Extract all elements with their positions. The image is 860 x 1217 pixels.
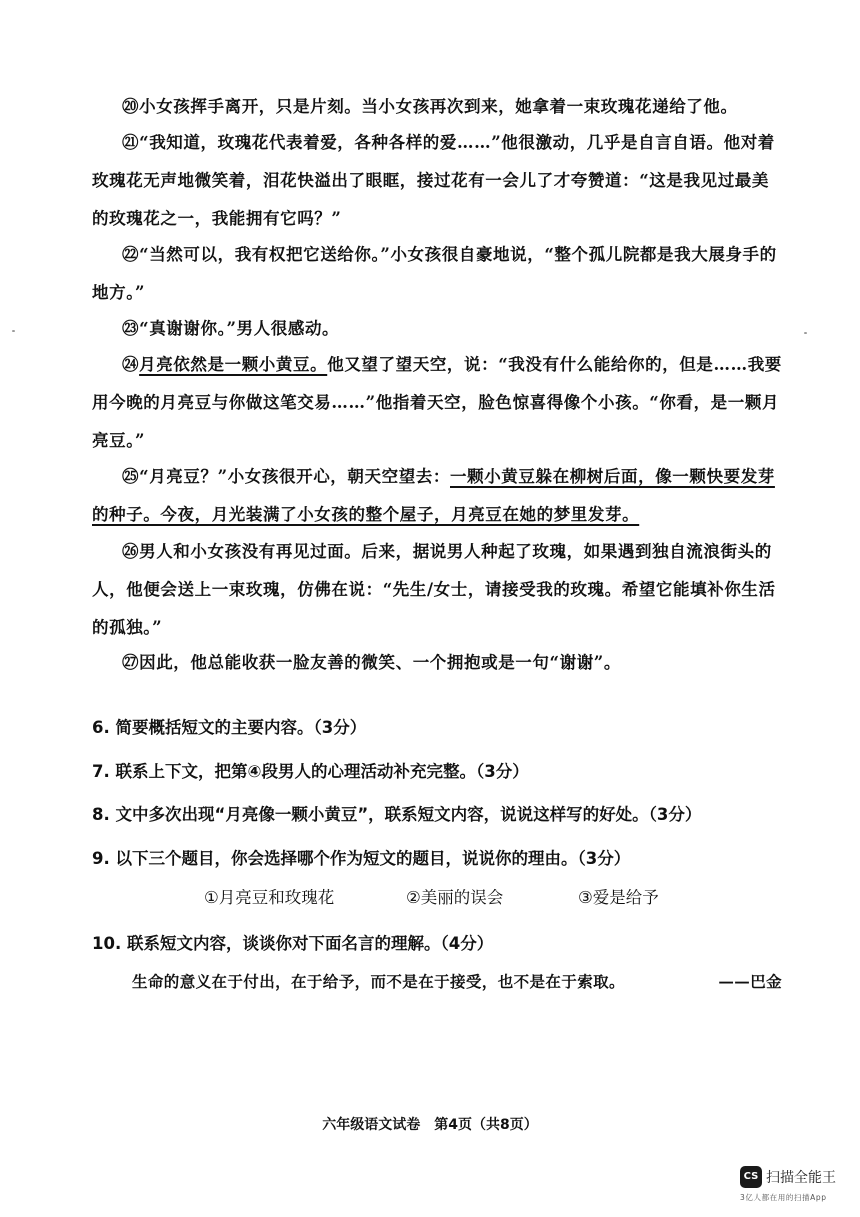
paragraph-text: 男人和小女孩没有再见过面。后来，据说男人种起了玫瑰，如果遇到独自流浪街头的人，他便会送上一束玫瑰，仿佛在说：“先生/女士，请接受我的玫瑰。希望它能填补你生活的孤独。” bbox=[92, 542, 776, 637]
famous-quote bbox=[132, 970, 782, 992]
option-2: ②美丽的误会 bbox=[406, 888, 504, 907]
scanner-watermark bbox=[740, 1162, 850, 1206]
paragraph-20 bbox=[92, 88, 782, 126]
question-10: 10. 联系短文内容，谈谈你对下面名言的理解。（4分） bbox=[92, 934, 494, 953]
paragraph-number: ㉔ bbox=[122, 355, 140, 374]
question-6: 6. 简要概括短文的主要内容。（3分） bbox=[92, 718, 367, 737]
question-8: 8. 文中多次出现“月亮像一颗小黄豆”，联系短文内容，说说这样写的好处。（3分） bbox=[92, 805, 702, 824]
paragraph-text: “我知道，玫瑰花代表着爱，各种各样的爱……”他很激动，几乎是自言自语。他对着玫瑰花无声地微笑着，泪花快溢出了眼眶，接过花有一会儿了才夸赞道：“这是我见过最美的玫瑰花之一，我能拥有它吗？” bbox=[92, 133, 775, 228]
paragraph-text: 他又望了望天空，说：“我没有什么能给你的，但是……我要用今晚的月亮豆与你做这笔交易……”他指着天空，脸色惊喜得像个小孩。“你看，是一颗月亮豆。” bbox=[92, 355, 782, 450]
paragraph-number: ㉖ bbox=[122, 542, 140, 561]
paragraph-number: ㉗ bbox=[122, 653, 140, 672]
paragraph-number: ㉑ bbox=[122, 133, 140, 152]
watermark-name: 扫描全能王 bbox=[766, 1170, 836, 1186]
scan-speck bbox=[12, 330, 15, 332]
underlined-sentence: 月亮依然是一颗小黄豆。 bbox=[139, 355, 328, 374]
paragraph-text: 小女孩挥手离开，只是片刻。当小女孩再次到来，她拿着一束玫瑰花递给了他。 bbox=[139, 97, 738, 116]
paragraph-number: ㉕ bbox=[122, 467, 140, 486]
paragraph-22 bbox=[92, 236, 782, 312]
paragraph-text: 因此，他总能收获一脸友善的微笑、一个拥抱或是一句“谢谢”。 bbox=[139, 653, 621, 672]
paragraph-27 bbox=[92, 644, 782, 682]
question-9-options bbox=[0, 884, 860, 914]
paragraph-text: “真谢谢你。”男人很感动。 bbox=[139, 319, 340, 338]
watermark-tagline: 3亿人都在用的扫描App bbox=[740, 1193, 827, 1202]
underlined-sentence: 一颗小黄豆躲在柳树后面，像一颗快要发芽的种子。今夜，月光装满了小女孩的整个屋子，月亮豆在她的梦里发芽。 bbox=[92, 467, 775, 524]
paragraph-21 bbox=[92, 124, 782, 238]
option-1: ①月亮豆和玫瑰花 bbox=[204, 888, 335, 907]
paragraph-text: “月亮豆？”小女孩很开心，朝天空望去： bbox=[139, 467, 450, 486]
paragraph-text: “当然可以，我有权把它送给你。”小女孩很自豪地说，“整个孤儿院都是我大展身手的地方。” bbox=[92, 245, 777, 302]
question-9: 9. 以下三个题目，你会选择哪个作为短文的题目，说说你的理由。（3分） bbox=[92, 849, 631, 868]
paragraph-number: ⑳ bbox=[122, 97, 140, 116]
page-footer: 六年级语文试卷 第4页（共8页） bbox=[322, 1117, 538, 1133]
paragraph-25 bbox=[92, 458, 782, 534]
camscanner-logo-icon: CS bbox=[740, 1166, 762, 1188]
paragraph-number: ㉒ bbox=[122, 245, 140, 264]
paragraph-number: ㉓ bbox=[122, 319, 140, 338]
option-3: ③爱是给予 bbox=[578, 888, 659, 907]
quote-text: 生命的意义在于付出，在于给予，而不是在于接受，也不是在于索取。 bbox=[132, 972, 625, 991]
paragraph-26 bbox=[92, 533, 782, 647]
quote-author: ——巴金 bbox=[718, 972, 782, 991]
paragraph-23 bbox=[92, 310, 782, 348]
paragraph-24 bbox=[92, 346, 782, 460]
question-7: 7. 联系上下文，把第④段男人的心理活动补充完整。（3分） bbox=[92, 762, 529, 781]
scan-speck bbox=[804, 332, 807, 334]
